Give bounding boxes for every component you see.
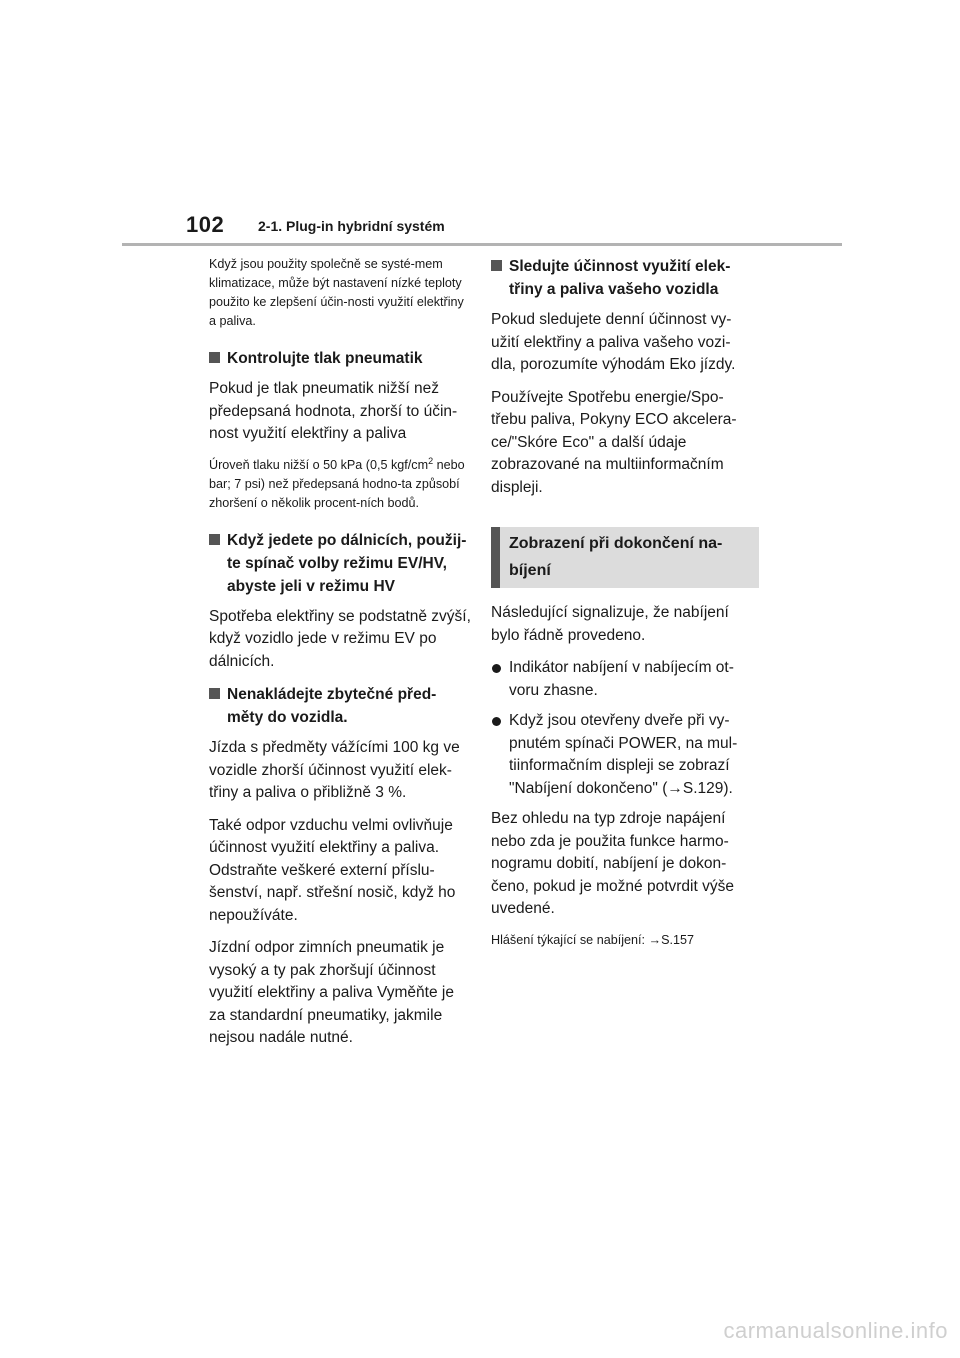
tire-pressure-note <box>209 456 471 513</box>
header-rule <box>122 243 842 246</box>
tire-pressure-heading <box>209 347 471 370</box>
left-column <box>209 255 471 1060</box>
tire-note-superscript: 2 <box>428 455 434 466</box>
intro-text: Když jsou použity společně se systé-mem klimatizace, může být nastavení nízké teploty použito ke zlepšení účin-nosti využití elektřiny a paliva. <box>209 257 464 328</box>
monitor-text-2: Používejte Spotřebu energie/Spo-třebu paliva, Pokyny ECO akcelera-ce/"Skóre Eco" a další údaje zobrazované na multiinformačním displeji. <box>491 388 737 496</box>
round-bullet-icon <box>492 664 501 673</box>
tire-note-part-b: nebo bar; 7 psi) než předepsaná hodno-ta způsobí zhoršení o několik procent-ních bodů. <box>209 457 465 510</box>
square-bullet-icon <box>209 688 220 699</box>
monitor-heading-label: Sledujte účinnost využití elek-třiny a paliva vašeho vozidla <box>509 258 731 298</box>
right-column <box>491 255 753 966</box>
section-title: 2-1. Plug-in hybridní systém <box>258 218 445 234</box>
regardless-text: Bez ohledu na typ zdroje napájení nebo zda je použita funkce harmo-nogramu dobití, nabíjení je dokon-čeno, pokud je možné potvrdit výše uvedené. <box>491 810 734 917</box>
load-heading <box>209 683 471 729</box>
square-bullet-icon <box>209 534 220 545</box>
tire-note-part-a: Úroveň tlaku nižší o 50 kPa (0,5 kgf/cm <box>209 457 429 472</box>
monitor-text: Pokud sledujete denní účinnost vy-užití elektřiny a paliva vašeho vozi-dla, porozumíte výhodám Eko jízdy. <box>491 311 736 373</box>
charging-complete-section-title: Zobrazení při dokončení na-bíjení <box>491 527 759 588</box>
bullet-2-text: Když jsou otevřeny dveře při vy-pnutém spínači POWER, na mul-tiinformačním displeji se zobrazí "Nabíjení dokončeno" (→S.129). <box>509 712 738 797</box>
list-item <box>491 710 753 800</box>
monitor-heading <box>491 255 753 301</box>
square-bullet-icon <box>209 352 220 363</box>
tire-pressure-heading-label: Kontrolujte tlak pneumatik <box>227 350 423 367</box>
following-text: Následující signalizuje, že nabíjení bylo řádně provedeno. <box>491 604 729 644</box>
highway-heading <box>209 529 471 598</box>
winter-tires-text: Jízdní odpor zimních pneumatik je vysoký a ty pak zhoršují účinnost využití elektřiny a paliva Vyměňte je za standardní pneumatiky, jakmile nejsou nadále nutné. <box>209 939 454 1046</box>
charging-messages-note: Hlášení týkající se nabíjení: →S.157 <box>491 932 695 947</box>
round-bullet-icon <box>492 717 501 726</box>
list-item <box>491 657 753 702</box>
highway-heading-label: Když jedete po dálnicích, použij-te spínač volby režimu EV/HV, abyste jeli v režimu HV <box>227 531 467 595</box>
highway-text: Spotřeba elektřiny se podstatně zvýší, když vozidlo jede v režimu EV po dálnicích. <box>209 607 471 670</box>
site-watermark: carmanualsonline.info <box>723 1318 948 1343</box>
load-text: Jízda s předměty vážícími 100 kg ve vozidle zhorší účinnost využití elek-třiny a paliva o přibližně 3 %. <box>209 739 460 801</box>
bullet-1-text: Indikátor nabíjení v nabíjecím ot-voru zhasne. <box>509 659 734 699</box>
tire-pressure-text: Pokud je tlak pneumatik nižší než předepsaná hodnota, zhorší to účin-nost využití elektřiny a paliva <box>209 380 458 442</box>
square-bullet-icon <box>491 260 502 271</box>
air-drag-text: Také odpor vzduchu velmi ovlivňuje účinnost využití elektřiny a paliva. Odstraňte veškeré externí příslu-šenství, např. střešní nosič, když ho nepoužíváte. <box>209 816 456 924</box>
page-header <box>0 0 960 250</box>
page-number: 102 <box>186 212 225 237</box>
load-heading-label: Nenakládejte zbytečné před-měty do vozidla. <box>227 686 437 726</box>
